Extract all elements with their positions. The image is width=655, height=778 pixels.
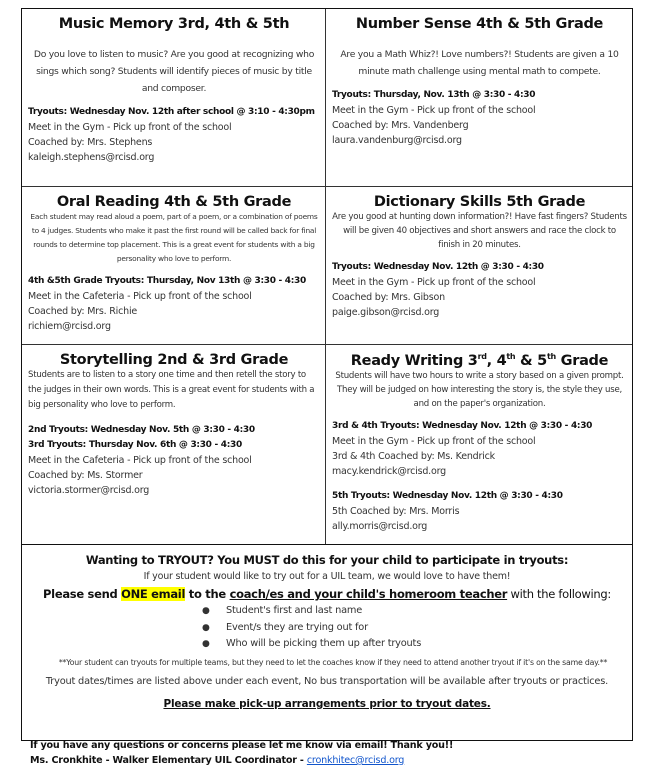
instructions-send-line: Please send ONE email to the coach/es and your child's homeroom teacher with the following:	[43, 587, 611, 601]
coordinator-email-link[interactable]: cronkhitec@rcisd.org	[306, 755, 405, 766]
bullet-icon: ●	[202, 606, 210, 616]
event-title: Number Sense 4th & 5th Grade	[355, 16, 604, 32]
event-description: Each student may read aloud a poem, part of a poem, or a combination of poems to 4 judges. Students who make it past the first round will be called back for final rounds to determine top placement. This is a great event for students with a big personality who love to perform.	[30, 212, 318, 263]
list-item: ● Student's first and last name	[202, 603, 632, 620]
event-description: Are you good at hunting down information?! Have fast fingers? Students will be given 40 objectives and short answers and race the clock to finish in 20 minutes.	[332, 212, 627, 250]
event-storytelling	[22, 345, 326, 544]
events-row-1	[22, 9, 632, 187]
footer-contact	[30, 738, 453, 768]
event-location: Meet in the Gym - Pick up front of the school	[332, 435, 536, 447]
event-email[interactable]: richiem@rcisd.org	[28, 321, 111, 332]
event-email[interactable]: laura.vandenburg@rcisd.org	[332, 135, 462, 146]
event-coach: Coached by: Mrs. Gibson	[332, 292, 445, 303]
multiple-teams-note: **Your student can tryouts for multiple teams, but they need to let the coaches know if they need to attend another tryout if it's on the same day.**	[58, 657, 608, 667]
bullet-icon: ●	[202, 622, 210, 633]
list-item: ● Event/s they are trying out for	[202, 620, 632, 637]
event-email[interactable]: victoria.stormer@rcisd.org	[28, 485, 150, 496]
event-coach: Coached by: Ms. Stormer	[28, 470, 143, 481]
event-tryout: Tryouts: Wednesday Nov. 12th after school @ 3:10 - 4:30pm	[28, 107, 315, 117]
event-coach: Coached by: Mrs. Richie	[28, 306, 138, 317]
event-tryout: 3rd & 4th Tryouts: Wednesday Nov. 12th @ 3:30 - 4:30	[332, 420, 593, 431]
event-location: Meet in the Gym - Pick up front of the school	[332, 105, 536, 116]
pickup-warning: Please make pick-up arrangements prior to tryout dates.	[163, 697, 491, 710]
transport-note: Tryout dates/times are listed above under each event, No bus transportation will be available after tryouts or practices. Please make pick-up arrangements prior to tryout dates.	[45, 675, 609, 710]
event-description: Students are to listen to a story one time and then retell the story to the judges in their own words. This is a great event for students with a big personality who love to perform.	[28, 370, 315, 410]
event-email[interactable]: ally.morris@rcisd.org	[332, 520, 428, 532]
event-email[interactable]: macy.kendrick@rcisd.org	[332, 465, 446, 477]
event-tryout: 4th &5th Grade Tryouts: Thursday, Nov 13th @ 3:30 - 4:30	[28, 276, 306, 286]
bullet-icon: ●	[202, 639, 210, 649]
event-description: Students will have two hours to write a story based on a given prompt. They will be judged on how interesting the story is, the style they use, and on the paper's organization.	[335, 370, 624, 409]
event-description: Are you a Math Whiz?! Love numbers?! Students are given a 10 minute math challenge using mental math to compete.	[340, 49, 619, 77]
one-email-highlight: ONE email	[121, 587, 186, 601]
event-tryout: 3rd Tryouts: Thursday Nov. 6th @ 3:30 - 4:30	[28, 440, 242, 450]
event-title: Music Memory 3rd, 4th & 5th	[58, 16, 290, 32]
event-tryout: Tryouts: Thursday, Nov. 13th @ 3:30 - 4:30	[332, 90, 536, 100]
instructions-heading: Wanting to TRYOUT? You MUST do this for your child to participate in tryouts:	[85, 553, 569, 567]
event-tryout: Tryouts: Wednesday Nov. 12th @ 3:30 - 4:30	[332, 262, 544, 272]
event-tryout: 2nd Tryouts: Wednesday Nov. 5th @ 3:30 - 4:30	[28, 425, 255, 435]
list-item: ● Who will be picking them up after tryouts	[202, 636, 632, 653]
event-coach: Coached by: Mrs. Stephens	[28, 137, 153, 148]
instructions-intro: If your student would like to try out for a UIL team, we would love to have them!	[143, 571, 511, 582]
event-coach: Coached by: Mrs. Vandenberg	[332, 120, 469, 131]
footer-questions: If you have any questions or concerns please let me know via email! Thank you!!	[30, 740, 454, 751]
event-description: Do you love to listen to music? Are you good at recognizing who sings which song? Students will identify pieces of music by title and composer.	[33, 49, 315, 94]
event-oral-reading	[22, 187, 326, 344]
event-coach: 5th Coached by: Mrs. Morris	[332, 505, 460, 517]
requirements-list	[22, 603, 632, 653]
event-coach: 3rd & 4th Coached by: Ms. Kendrick	[332, 450, 495, 462]
tryout-instructions-box	[21, 543, 633, 741]
event-title: Dictionary Skills 5th Grade	[373, 194, 586, 210]
event-dictionary-skills	[326, 187, 632, 344]
event-title: Oral Reading 4th & 5th Grade	[56, 194, 292, 210]
event-ready-writing	[326, 345, 632, 544]
event-title: Ready Writing 3rd, 4th & 5th Grade	[350, 352, 609, 369]
recipients-underlined: coach/es and your child's homeroom teacher	[229, 587, 508, 601]
event-title: Storytelling 2nd & 3rd Grade	[59, 352, 289, 368]
event-location: Meet in the Cafeteria - Pick up front of the school	[28, 291, 252, 302]
event-email[interactable]: kaleigh.stephens@rcisd.org	[28, 152, 155, 163]
event-location: Meet in the Gym - Pick up front of the school	[28, 122, 232, 133]
events-table	[21, 8, 633, 545]
event-location: Meet in the Cafeteria - Pick up front of the school	[28, 455, 252, 466]
event-email[interactable]: paige.gibson@rcisd.org	[332, 307, 440, 318]
footer-coordinator: Ms. Cronkhite - Walker Elementary UIL Coordinator - cronkhitec@rcisd.org	[30, 755, 405, 766]
events-row-3	[22, 345, 632, 544]
event-number-sense	[326, 9, 632, 186]
event-music-memory	[22, 9, 326, 186]
events-row-2	[22, 187, 632, 345]
event-tryout: 5th Tryouts: Wednesday Nov. 12th @ 3:30 - 4:30	[332, 490, 563, 501]
event-location: Meet in the Gym - Pick up front of the school	[332, 277, 536, 288]
